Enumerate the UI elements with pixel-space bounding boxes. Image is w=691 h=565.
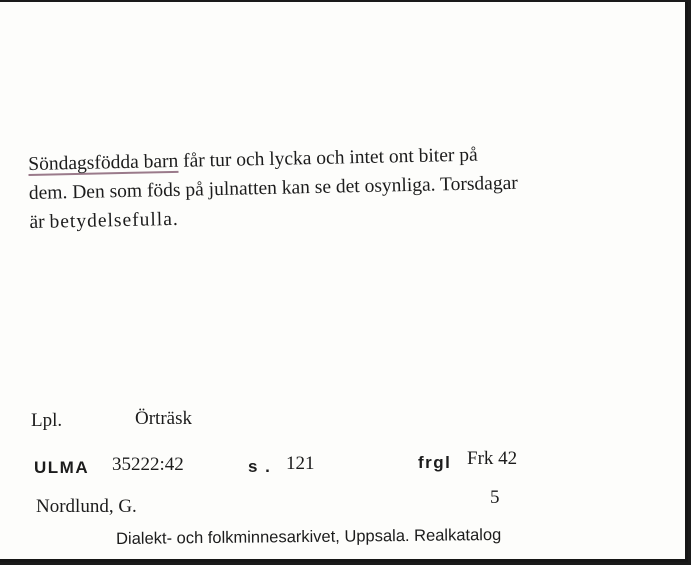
- frgl-label: frgl: [418, 453, 452, 472]
- card-text: [28, 137, 670, 237]
- ulma-label: ULMA: [34, 458, 90, 477]
- catalog-card: [0, 2, 688, 562]
- archive-footer: Dialekt- och folkminnesarkivet, Uppsala. Realkatalog: [116, 525, 502, 548]
- frgl-value: Frk 42: [467, 448, 518, 469]
- underlined-phrase: Söndagsfödda barn: [28, 150, 179, 175]
- text-line-2: dem. Den som föds på julnatten kan se det osynliga. Torsdagar: [28, 172, 518, 204]
- text-line-3-rest: betydelsefulla.: [49, 208, 179, 233]
- s-value: 121: [286, 453, 315, 474]
- text-line-3-word: är: [29, 211, 45, 233]
- informant-name: Nordlund, G.: [36, 496, 137, 517]
- ulma-value: 35222:42: [112, 454, 184, 475]
- card-number: 5: [490, 487, 500, 508]
- lpl-value: Örträsk: [135, 408, 192, 429]
- s-label: s .: [248, 457, 272, 476]
- lpl-label: Lpl.: [31, 410, 63, 431]
- text-line-1-rest: får tur och lycka och intet ont biter på: [178, 144, 478, 172]
